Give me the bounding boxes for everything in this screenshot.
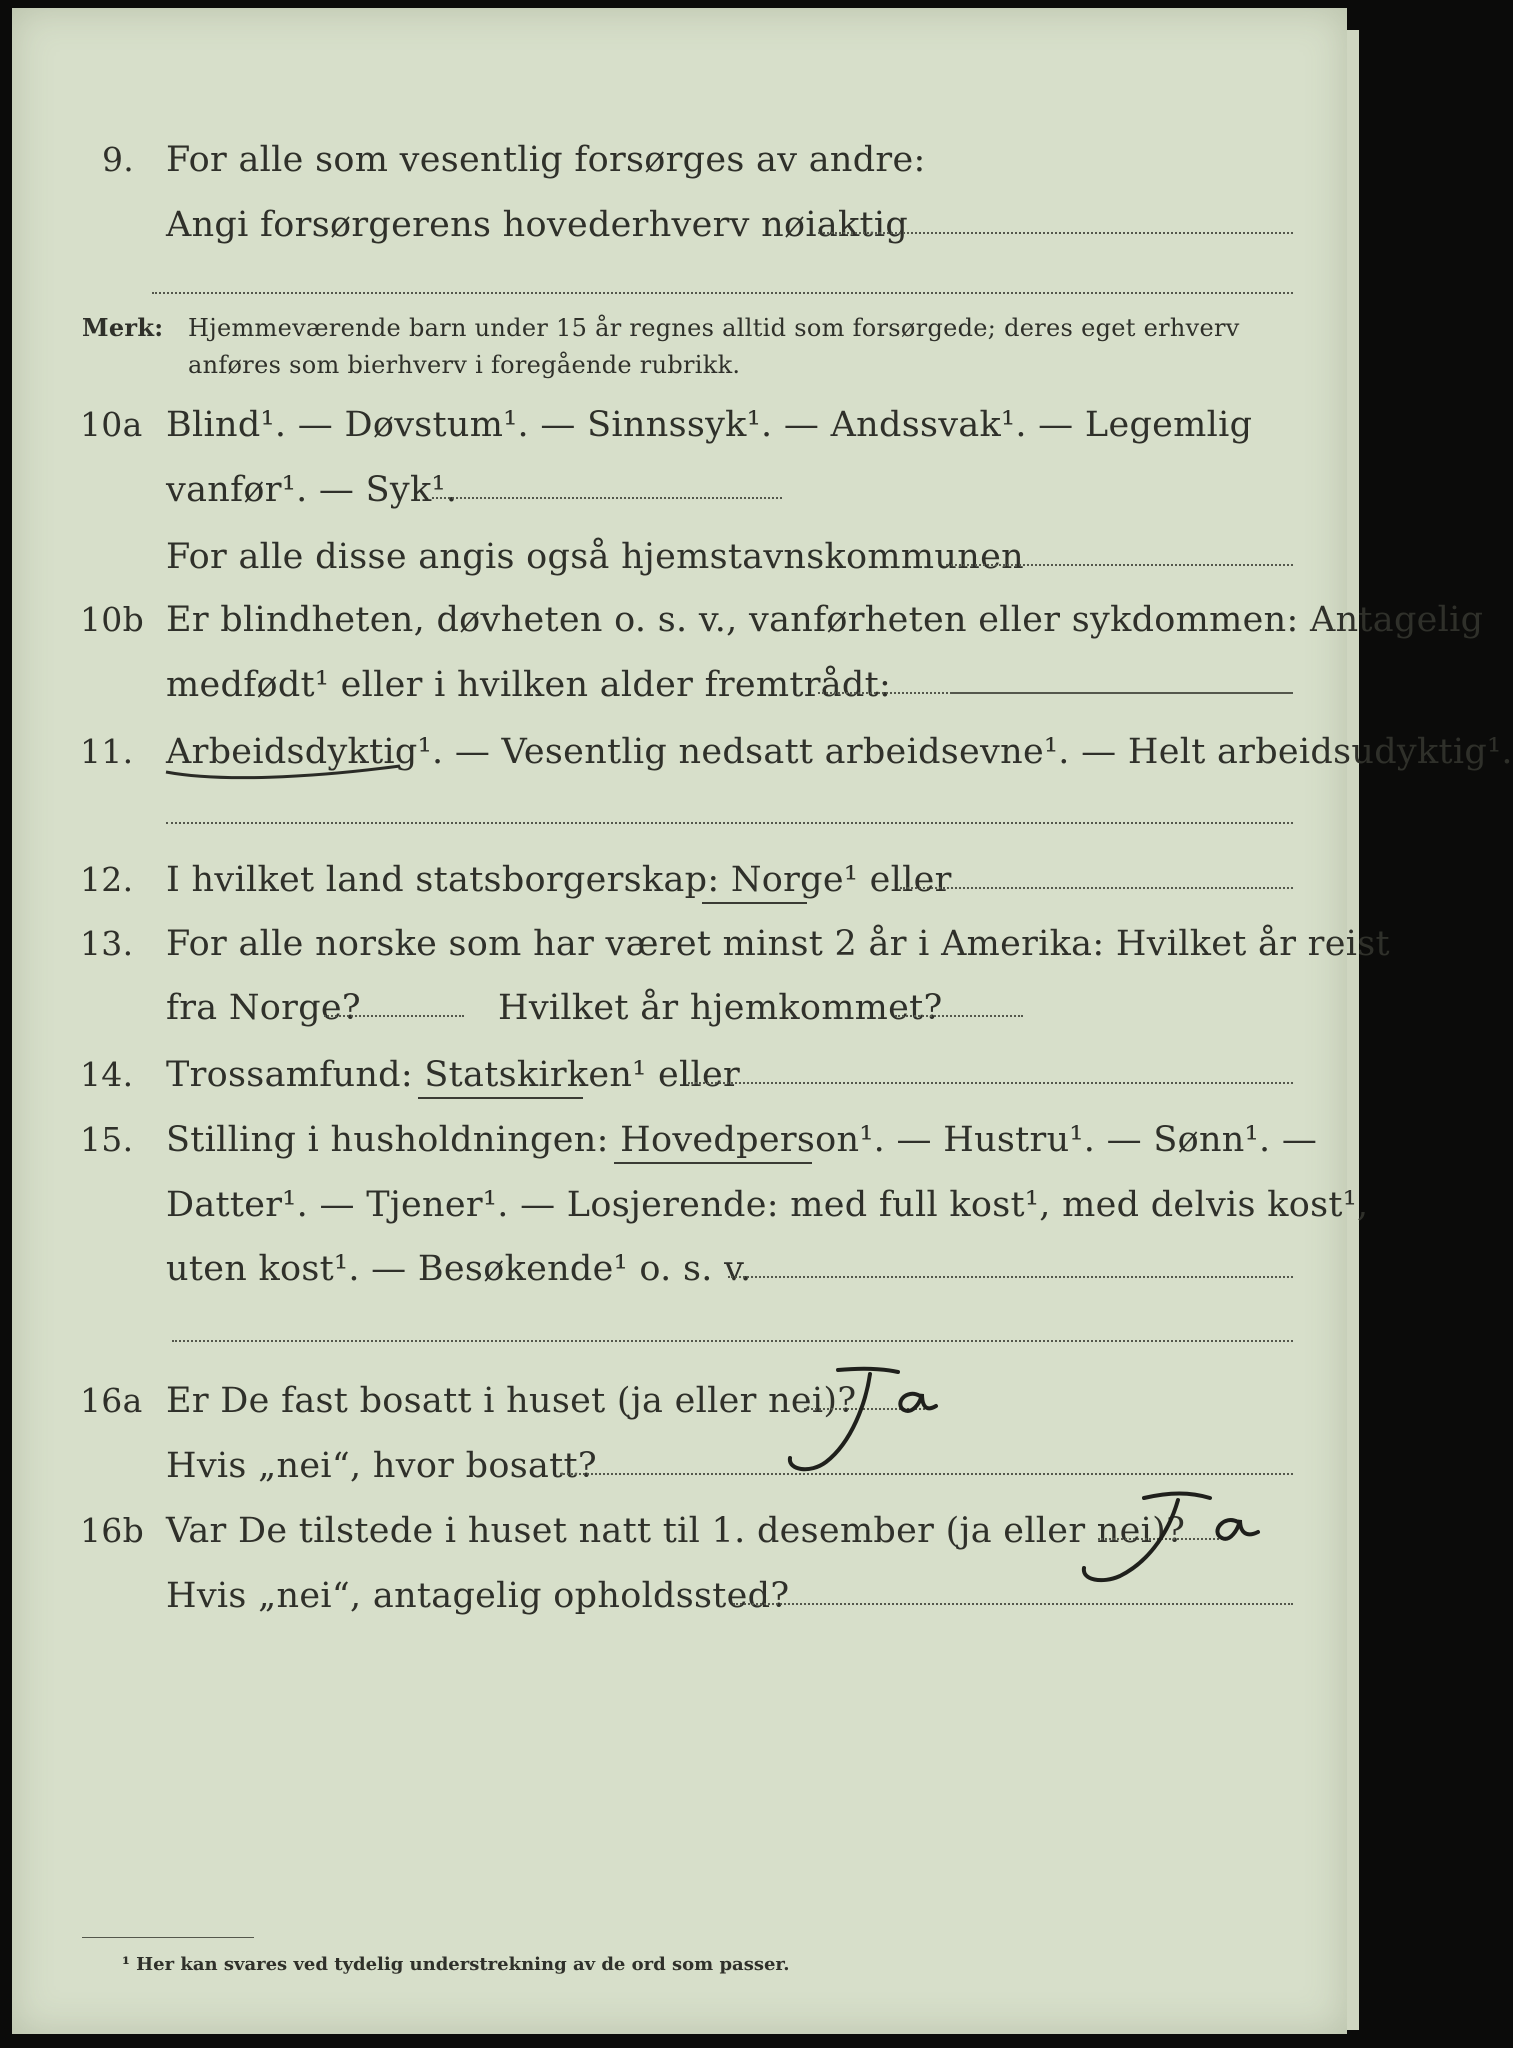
- q16b-opholdssted-line: [733, 1603, 1293, 1605]
- q14-number: 14.: [80, 1055, 134, 1094]
- q9-number: 9.: [102, 140, 135, 179]
- q10a-number: 10a: [80, 405, 143, 444]
- q15-line3: uten kost¹. — Besøkende¹ o. s. v.: [166, 1249, 752, 1289]
- q13-reist-line: [324, 1015, 464, 1017]
- q11-handwritten-underline: [160, 752, 410, 782]
- q16a-number: 16a: [80, 1381, 143, 1420]
- merk-line2: anføres som bierhverv i foregående rubrikk.: [188, 351, 741, 379]
- q10b-line1: Er blindheten, døvheten o. s. v., vanførheten eller sykdommen: Antagelig: [166, 600, 1484, 640]
- q13-hjemkommet-line: [895, 1015, 1023, 1017]
- q16a-line1: Er De fast bosatt i huset (ja eller nei)?: [166, 1381, 857, 1421]
- q10a-answer-line: [946, 564, 1293, 566]
- q15-answer-line2: [172, 1340, 1293, 1342]
- q12-or: eller: [858, 860, 952, 900]
- footnote-text: ¹ Her kan svares ved tydelig understrekning av de ord som passer.: [122, 1954, 790, 1975]
- q14-line1: [166, 1055, 740, 1095]
- q16a-bosatt-line: [560, 1473, 1293, 1475]
- q15-selected-option: Hovedperson: [620, 1120, 860, 1160]
- q16b-number: 16b: [80, 1511, 145, 1550]
- q12-answer-line: [900, 887, 1293, 889]
- q15-options: ¹. — Hustru¹. — Sønn¹. —: [859, 1120, 1318, 1160]
- q11-answer-line: [166, 822, 1293, 824]
- q12-line1: [166, 860, 952, 900]
- q10a-line1: Blind¹. — Døvstum¹. — Sinnssyk¹. — Andssvak¹. — Legemlig: [166, 405, 1253, 445]
- q10b-number: 10b: [80, 600, 145, 639]
- q11-number: 11.: [80, 732, 134, 771]
- q13-line2b: Hvilket år hjemkommet?: [498, 988, 943, 1028]
- q14-question: Trossamfund:: [166, 1055, 425, 1095]
- q16a-line2: Hvis „nei“, hvor bosatt?: [166, 1446, 597, 1486]
- q9-answer-line: [818, 232, 1293, 234]
- q10b-answer-dots: [818, 692, 948, 694]
- q15-line1: [166, 1120, 1317, 1160]
- q11-selected-option: Arbeidsdyktig¹.: [166, 732, 444, 772]
- q14-underline: [418, 1097, 583, 1099]
- q12-underline: [702, 902, 807, 904]
- q14-selected-option: Statskirken: [424, 1055, 633, 1095]
- q16b-line2: Hvis „nei“, antagelig opholdssted?: [166, 1576, 790, 1616]
- q13-line1: For alle norske som har været minst 2 år i Amerika: Hvilket år reist: [166, 924, 1390, 964]
- q14-answer-line: [688, 1082, 1293, 1084]
- merk-line1: Hjemmeværende barn under 15 år regnes alltid som forsørgede; deres eget erhverv: [188, 314, 1240, 342]
- q13-line2a: fra Norge?: [166, 988, 361, 1028]
- q12-question: I hvilket land statsborgerskap:: [166, 860, 731, 900]
- q15-answer-line: [728, 1276, 1293, 1278]
- q11-other-options: — Vesentlig nedsatt arbeidsevne¹. — Helt arbeidsudyktig¹.: [443, 732, 1513, 772]
- q9-line2: Angi forsørgerens hovederhverv nøiaktig: [166, 205, 909, 245]
- q12-selected-option: Norge¹: [730, 860, 859, 900]
- q16a-handwritten-answer: [770, 1362, 950, 1482]
- q10a-line3: For alle disse angis også hjemstavnskommunen: [166, 537, 1024, 577]
- q10a-syk-line: [432, 497, 782, 499]
- q12-number: 12.: [80, 860, 134, 899]
- q16b-handwritten-answer: [1060, 1488, 1270, 1598]
- footnote-rule: [82, 1937, 254, 1938]
- q15-question: Stilling i husholdningen:: [166, 1120, 621, 1160]
- q10b-line2: medfødt¹ eller i hvilken alder fremtrådt:: [166, 665, 892, 705]
- q15-number: 15.: [80, 1120, 134, 1159]
- q16b-line1: Var De tilstede i huset natt til 1. desember (ja eller nei)?: [166, 1511, 1186, 1551]
- q13-number: 13.: [80, 924, 134, 963]
- page-edge: [1347, 30, 1359, 2030]
- q15-underline: [614, 1162, 812, 1164]
- q9-answer-line2: [152, 292, 1293, 294]
- q14-or: ¹ eller: [632, 1055, 741, 1095]
- q15-line2: Datter¹. — Tjener¹. — Losjerende: med full kost¹, med delvis kost¹,: [166, 1185, 1369, 1225]
- q10b-answer-line: [950, 692, 1293, 694]
- merk-label: Merk:: [82, 313, 164, 342]
- q9-line1: For alle som vesentlig forsørges av andre:: [166, 140, 926, 180]
- q10a-line2: vanfør¹. — Syk¹.: [166, 470, 458, 510]
